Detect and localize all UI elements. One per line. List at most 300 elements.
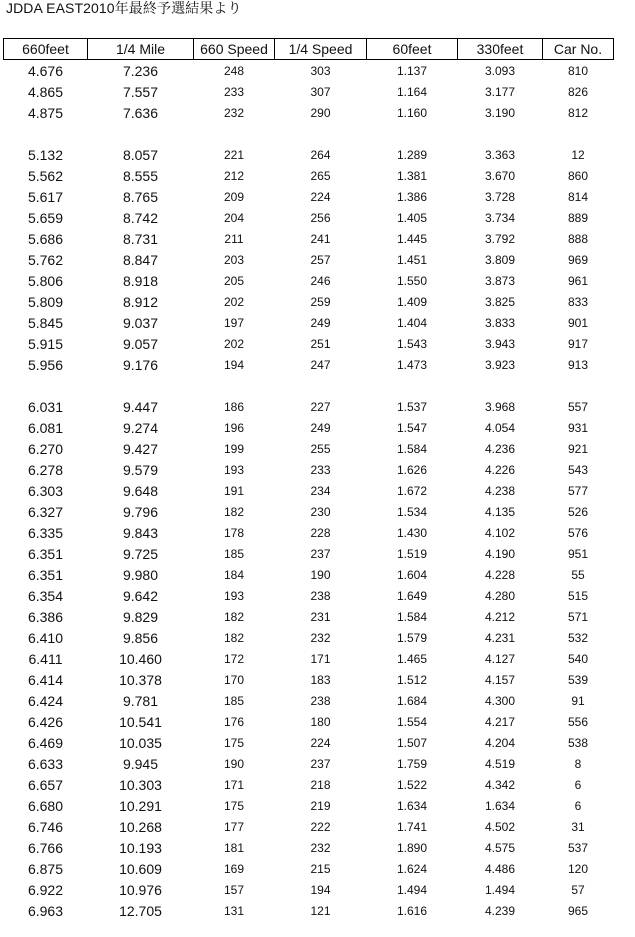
- cell-660-speed: 196: [223, 420, 245, 435]
- cell-660-speed: 176: [223, 714, 245, 729]
- cell-car-no: 965: [567, 903, 589, 918]
- cell-660-speed: 182: [223, 630, 245, 645]
- cell-quarter-mile: 9.642: [122, 587, 159, 604]
- cell-60feet: 1.649: [396, 588, 428, 603]
- cell-quarter-speed: 265: [310, 168, 331, 183]
- table-row: [4, 270, 614, 291]
- cell-60feet: 1.547: [396, 420, 428, 435]
- cell-quarter-speed: 307: [310, 84, 331, 99]
- cell-car-no: 860: [567, 168, 589, 183]
- cell-660-speed: 202: [223, 294, 245, 309]
- cell-quarter-mile: 8.765: [122, 188, 159, 205]
- cell-60feet: 1.550: [396, 273, 428, 288]
- cell-330feet: 4.226: [484, 462, 516, 477]
- cell-660-speed: 199: [223, 441, 245, 456]
- cell-quarter-speed: 303: [310, 63, 331, 78]
- table-row: [4, 207, 614, 228]
- cell-330feet: 3.833: [484, 315, 516, 330]
- table-body: [4, 60, 614, 922]
- cell-quarter-speed: 290: [310, 105, 331, 120]
- table-row: [4, 711, 614, 732]
- cell-330feet: 4.236: [484, 441, 516, 456]
- cell-quarter-speed: 249: [310, 420, 331, 435]
- cell-quarter-speed: 180: [310, 714, 331, 729]
- cell-60feet: 1.890: [396, 840, 428, 855]
- cell-660-speed: 221: [223, 147, 245, 162]
- table-header: [4, 39, 614, 60]
- cell-car-no: 931: [567, 420, 589, 435]
- cell-660feet: 6.426: [27, 713, 64, 730]
- cell-quarter-mile: 8.847: [122, 251, 159, 268]
- cell-660feet: 6.410: [27, 629, 64, 646]
- cell-330feet: 3.190: [484, 105, 516, 120]
- cell-quarter-mile: 10.976: [119, 881, 162, 898]
- table-row: [4, 900, 614, 921]
- cell-car-no: 12: [571, 147, 585, 162]
- cell-car-no: 833: [567, 294, 589, 309]
- cell-330feet: 4.519: [484, 756, 516, 771]
- cell-330feet: 3.093: [484, 63, 516, 78]
- table-row: [4, 669, 614, 690]
- cell-330feet: 4.204: [484, 735, 516, 750]
- cell-quarter-speed: 257: [310, 252, 331, 267]
- cell-60feet: 1.430: [396, 525, 428, 540]
- cell-quarter-mile: 8.918: [122, 272, 159, 289]
- cell-660feet: 6.922: [27, 881, 64, 898]
- cell-660feet: 6.354: [27, 587, 64, 604]
- cell-660feet: 6.081: [27, 419, 64, 436]
- cell-660feet: 5.806: [27, 272, 64, 289]
- cell-660-speed: 178: [223, 525, 245, 540]
- cell-660-speed: 197: [223, 315, 245, 330]
- cell-car-no: 8: [574, 756, 582, 771]
- cell-60feet: 1.465: [396, 651, 428, 666]
- cell-60feet: 1.626: [396, 462, 428, 477]
- cell-60feet: 1.741: [396, 819, 428, 834]
- table-row: [4, 753, 614, 774]
- table-row: [4, 543, 614, 564]
- cell-660-speed: 185: [223, 693, 245, 708]
- cell-quarter-speed: 232: [310, 630, 331, 645]
- cell-car-no: 55: [571, 567, 585, 582]
- cell-quarter-mile: 7.236: [122, 62, 159, 79]
- cell-330feet: 1.494: [484, 882, 516, 897]
- cell-660-speed: 182: [223, 609, 245, 624]
- table-row: [4, 795, 614, 816]
- table-row: [4, 816, 614, 837]
- cell-car-no: 571: [567, 609, 589, 624]
- cell-60feet: 1.473: [396, 357, 428, 372]
- cell-car-no: 814: [567, 189, 589, 204]
- cell-car-no: 31: [571, 819, 585, 834]
- cell-60feet: 1.554: [396, 714, 428, 729]
- col-header-quarter-mile: 1/4 Mile: [88, 39, 194, 60]
- cell-car-no: 538: [567, 735, 589, 750]
- table-row: [4, 228, 614, 249]
- cell-660feet: 6.335: [27, 524, 64, 541]
- cell-660feet: 6.657: [27, 776, 64, 793]
- cell-quarter-mile: 12.705: [119, 902, 162, 919]
- cell-quarter-speed: 241: [310, 231, 331, 246]
- cell-quarter-mile: 9.447: [122, 398, 159, 415]
- cell-660-speed: 175: [223, 735, 245, 750]
- cell-330feet: 4.054: [484, 420, 516, 435]
- cell-quarter-mile: 9.843: [122, 524, 159, 541]
- cell-car-no: 556: [567, 714, 589, 729]
- table-row: [4, 291, 614, 312]
- cell-60feet: 1.386: [396, 189, 428, 204]
- cell-car-no: 539: [567, 672, 589, 687]
- cell-660feet: 6.270: [27, 440, 64, 457]
- results-table: [3, 38, 614, 921]
- cell-660-speed: 205: [223, 273, 245, 288]
- cell-660-speed: 193: [223, 588, 245, 603]
- cell-quarter-mile: 9.945: [122, 755, 159, 772]
- cell-car-no: 540: [567, 651, 589, 666]
- col-header-car-no: Car No.: [543, 39, 614, 60]
- cell-car-no: 557: [567, 399, 589, 414]
- table-row: [4, 354, 614, 375]
- cell-60feet: 1.160: [396, 105, 428, 120]
- cell-660feet: 6.633: [27, 755, 64, 772]
- cell-car-no: 901: [567, 315, 589, 330]
- cell-660feet: 4.875: [27, 104, 64, 121]
- cell-car-no: 526: [567, 504, 589, 519]
- table-row: [4, 522, 614, 543]
- cell-car-no: 969: [567, 252, 589, 267]
- cell-660feet: 5.659: [27, 209, 64, 226]
- cell-330feet: 4.217: [484, 714, 516, 729]
- table-row: [4, 585, 614, 606]
- cell-quarter-mile: 10.193: [119, 839, 162, 856]
- cell-660-speed: 202: [223, 336, 245, 351]
- cell-quarter-speed: 224: [310, 189, 331, 204]
- cell-330feet: 4.135: [484, 504, 516, 519]
- cell-quarter-speed: 249: [310, 315, 331, 330]
- cell-quarter-speed: 215: [310, 861, 331, 876]
- cell-quarter-mile: 7.557: [122, 83, 159, 100]
- cell-660feet: 5.686: [27, 230, 64, 247]
- cell-660feet: 6.351: [27, 566, 64, 583]
- table-row: [4, 858, 614, 879]
- cell-quarter-speed: 259: [310, 294, 331, 309]
- cell-quarter-mile: 10.609: [119, 860, 162, 877]
- cell-60feet: 1.519: [396, 546, 428, 561]
- cell-quarter-mile: 9.427: [122, 440, 159, 457]
- cell-660-speed: 193: [223, 462, 245, 477]
- cell-60feet: 1.759: [396, 756, 428, 771]
- table-row: [4, 879, 614, 900]
- cell-quarter-mile: 10.291: [119, 797, 162, 814]
- cell-660feet: 6.031: [27, 398, 64, 415]
- cell-quarter-speed: 233: [310, 462, 331, 477]
- cell-quarter-mile: 9.725: [122, 545, 159, 562]
- cell-660-speed: 248: [223, 63, 245, 78]
- cell-car-no: 532: [567, 630, 589, 645]
- table-row: [4, 333, 614, 354]
- cell-660feet: 6.411: [28, 650, 63, 667]
- cell-660feet: 6.875: [27, 860, 64, 877]
- cell-60feet: 1.584: [396, 441, 428, 456]
- cell-660-speed: 209: [223, 189, 245, 204]
- col-header-660-speed: 660 Speed: [194, 39, 275, 60]
- cell-quarter-mile: 8.057: [122, 146, 159, 163]
- cell-quarter-speed: 237: [310, 756, 331, 771]
- cell-60feet: 1.543: [396, 336, 428, 351]
- cell-660-speed: 203: [223, 252, 245, 267]
- col-header-330feet: 330feet: [458, 39, 543, 60]
- cell-330feet: 3.734: [484, 210, 516, 225]
- cell-car-no: 812: [567, 105, 589, 120]
- cell-660feet: 5.845: [27, 314, 64, 331]
- cell-quarter-speed: 190: [310, 567, 331, 582]
- cell-660feet: 6.386: [27, 608, 64, 625]
- table-row: [4, 60, 614, 82]
- cell-car-no: 810: [567, 63, 589, 78]
- cell-quarter-mile: 9.796: [122, 503, 159, 520]
- cell-60feet: 1.404: [396, 315, 428, 330]
- cell-quarter-speed: 194: [310, 882, 331, 897]
- cell-660feet: 4.676: [27, 62, 64, 79]
- cell-60feet: 1.534: [396, 504, 428, 519]
- cell-660feet: 6.680: [27, 797, 64, 814]
- cell-660-speed: 185: [223, 546, 245, 561]
- cell-quarter-speed: 171: [310, 651, 331, 666]
- cell-quarter-mile: 9.579: [122, 461, 159, 478]
- cell-60feet: 1.507: [396, 735, 428, 750]
- cell-quarter-mile: 10.303: [119, 776, 162, 793]
- cell-car-no: 577: [567, 483, 589, 498]
- cell-quarter-speed: 237: [310, 546, 331, 561]
- cell-330feet: 3.670: [484, 168, 516, 183]
- cell-60feet: 1.289: [396, 147, 428, 162]
- cell-330feet: 4.102: [484, 525, 516, 540]
- table-row: [4, 627, 614, 648]
- page-title: JDDA EAST2010年最終予選結果より: [6, 0, 242, 16]
- table-row: [4, 186, 614, 207]
- cell-quarter-mile: 9.037: [122, 314, 159, 331]
- group-spacer: [4, 375, 614, 396]
- cell-330feet: 3.873: [484, 273, 516, 288]
- cell-quarter-speed: 234: [310, 483, 331, 498]
- cell-quarter-speed: 183: [310, 672, 331, 687]
- cell-660feet: 5.956: [27, 356, 64, 373]
- cell-quarter-speed: 230: [310, 504, 331, 519]
- table-row: [4, 648, 614, 669]
- cell-quarter-speed: 224: [310, 735, 331, 750]
- cell-quarter-speed: 256: [310, 210, 331, 225]
- cell-quarter-mile: 9.856: [122, 629, 159, 646]
- cell-60feet: 1.624: [396, 861, 428, 876]
- cell-660feet: 4.865: [27, 83, 64, 100]
- cell-330feet: 4.486: [484, 861, 516, 876]
- cell-quarter-mile: 7.636: [122, 104, 159, 121]
- cell-660-speed: 172: [223, 651, 245, 666]
- cell-60feet: 1.405: [396, 210, 428, 225]
- cell-660feet: 5.562: [27, 167, 64, 184]
- cell-660feet: 6.746: [27, 818, 64, 835]
- cell-660feet: 5.617: [27, 188, 64, 205]
- spacer-cell: [4, 123, 614, 144]
- cell-330feet: 4.212: [484, 609, 516, 624]
- cell-quarter-mile: 10.378: [119, 671, 162, 688]
- cell-car-no: 6: [574, 777, 582, 792]
- cell-60feet: 1.579: [396, 630, 428, 645]
- cell-330feet: 4.300: [484, 693, 516, 708]
- cell-quarter-mile: 9.781: [122, 692, 159, 709]
- cell-330feet: 1.634: [484, 798, 516, 813]
- cell-330feet: 3.923: [484, 357, 516, 372]
- cell-quarter-speed: 219: [310, 798, 331, 813]
- cell-quarter-speed: 246: [310, 273, 331, 288]
- cell-car-no: 120: [567, 861, 589, 876]
- cell-660-speed: 184: [223, 567, 245, 582]
- cell-330feet: 4.239: [484, 903, 516, 918]
- table-row: [4, 144, 614, 165]
- table-row: [4, 564, 614, 585]
- cell-60feet: 1.494: [396, 882, 428, 897]
- col-header-60feet: 60feet: [367, 39, 458, 60]
- cell-60feet: 1.684: [396, 693, 428, 708]
- cell-quarter-speed: 218: [310, 777, 331, 792]
- cell-660feet: 5.132: [27, 146, 64, 163]
- cell-quarter-speed: 238: [310, 588, 331, 603]
- cell-car-no: 826: [567, 84, 589, 99]
- cell-660feet: 6.278: [27, 461, 64, 478]
- cell-car-no: 537: [567, 840, 589, 855]
- cell-330feet: 4.127: [484, 651, 516, 666]
- cell-660feet: 5.915: [27, 335, 64, 352]
- col-header-660feet: 660feet: [4, 39, 88, 60]
- table-row: [4, 165, 614, 186]
- table-row: [4, 501, 614, 522]
- cell-660feet: 6.414: [27, 671, 64, 688]
- cell-quarter-mile: 8.731: [122, 230, 159, 247]
- cell-60feet: 1.512: [396, 672, 428, 687]
- cell-car-no: 917: [567, 336, 589, 351]
- cell-660feet: 6.424: [27, 692, 64, 709]
- cell-quarter-mile: 10.460: [119, 650, 162, 667]
- cell-quarter-speed: 227: [310, 399, 331, 414]
- table-row: [4, 81, 614, 102]
- cell-quarter-mile: 9.274: [122, 419, 159, 436]
- spacer-cell: [4, 375, 614, 396]
- cell-660-speed: 171: [223, 777, 245, 792]
- col-header-quarter-speed: 1/4 Speed: [275, 39, 367, 60]
- table-row: [4, 249, 614, 270]
- cell-60feet: 1.409: [396, 294, 428, 309]
- cell-330feet: 3.363: [484, 147, 516, 162]
- cell-330feet: 4.228: [484, 567, 516, 582]
- cell-car-no: 515: [567, 588, 589, 603]
- cell-car-no: 889: [567, 210, 589, 225]
- cell-330feet: 4.231: [484, 630, 516, 645]
- cell-car-no: 951: [567, 546, 589, 561]
- cell-660-speed: 131: [223, 903, 245, 918]
- cell-660feet: 6.327: [27, 503, 64, 520]
- cell-330feet: 4.190: [484, 546, 516, 561]
- cell-660-speed: 191: [223, 483, 245, 498]
- cell-60feet: 1.381: [396, 168, 428, 183]
- cell-quarter-mile: 9.980: [122, 566, 159, 583]
- cell-660feet: 6.963: [27, 902, 64, 919]
- cell-660-speed: 157: [223, 882, 245, 897]
- cell-660-speed: 232: [223, 105, 245, 120]
- cell-660-speed: 169: [223, 861, 245, 876]
- table-row: [4, 459, 614, 480]
- cell-330feet: 4.280: [484, 588, 516, 603]
- cell-330feet: 4.342: [484, 777, 516, 792]
- cell-660-speed: 177: [223, 819, 245, 834]
- cell-60feet: 1.522: [396, 777, 428, 792]
- cell-660feet: 6.303: [27, 482, 64, 499]
- cell-60feet: 1.672: [396, 483, 428, 498]
- cell-quarter-mile: 9.057: [122, 335, 159, 352]
- cell-660feet: 5.762: [27, 251, 64, 268]
- cell-quarter-mile: 9.829: [122, 608, 159, 625]
- cell-quarter-speed: 247: [310, 357, 331, 372]
- cell-660-speed: 194: [223, 357, 245, 372]
- cell-quarter-mile: 9.648: [122, 482, 159, 499]
- cell-quarter-mile: 10.541: [119, 713, 162, 730]
- cell-660feet: 6.469: [27, 734, 64, 751]
- cell-car-no: 6: [574, 798, 582, 813]
- cell-car-no: 576: [567, 525, 589, 540]
- cell-60feet: 1.445: [396, 231, 428, 246]
- cell-330feet: 4.575: [484, 840, 516, 855]
- cell-quarter-speed: 255: [310, 441, 331, 456]
- cell-660feet: 5.809: [27, 293, 64, 310]
- cell-330feet: 3.177: [484, 84, 516, 99]
- cell-330feet: 3.968: [484, 399, 516, 414]
- cell-car-no: 57: [571, 882, 585, 897]
- cell-quarter-speed: 264: [310, 147, 331, 162]
- cell-60feet: 1.604: [396, 567, 428, 582]
- cell-quarter-speed: 232: [310, 840, 331, 855]
- cell-quarter-speed: 251: [310, 336, 331, 351]
- cell-quarter-mile: 10.035: [119, 734, 162, 751]
- cell-330feet: 3.728: [484, 189, 516, 204]
- cell-330feet: 4.238: [484, 483, 516, 498]
- cell-quarter-mile: 8.555: [122, 167, 159, 184]
- cell-660-speed: 211: [224, 231, 244, 246]
- table-row: [4, 606, 614, 627]
- cell-660feet: 6.766: [27, 839, 64, 856]
- cell-quarter-mile: 8.742: [122, 209, 159, 226]
- cell-car-no: 913: [567, 357, 589, 372]
- group-spacer: [4, 123, 614, 144]
- cell-330feet: 4.157: [484, 672, 516, 687]
- cell-660-speed: 170: [223, 672, 245, 687]
- cell-60feet: 1.537: [396, 399, 428, 414]
- cell-car-no: 961: [567, 273, 589, 288]
- cell-60feet: 1.137: [396, 63, 428, 78]
- cell-quarter-mile: 10.268: [119, 818, 162, 835]
- table-row: [4, 417, 614, 438]
- cell-60feet: 1.164: [396, 84, 428, 99]
- table-row: [4, 102, 614, 123]
- cell-quarter-speed: 231: [310, 609, 331, 624]
- cell-60feet: 1.584: [396, 609, 428, 624]
- table-row: [4, 480, 614, 501]
- cell-660feet: 6.351: [27, 545, 64, 562]
- cell-660-speed: 181: [223, 840, 245, 855]
- cell-330feet: 3.792: [484, 231, 516, 246]
- cell-660-speed: 175: [223, 798, 245, 813]
- table-row: [4, 690, 614, 711]
- cell-quarter-mile: 9.176: [122, 356, 159, 373]
- table-row: [4, 732, 614, 753]
